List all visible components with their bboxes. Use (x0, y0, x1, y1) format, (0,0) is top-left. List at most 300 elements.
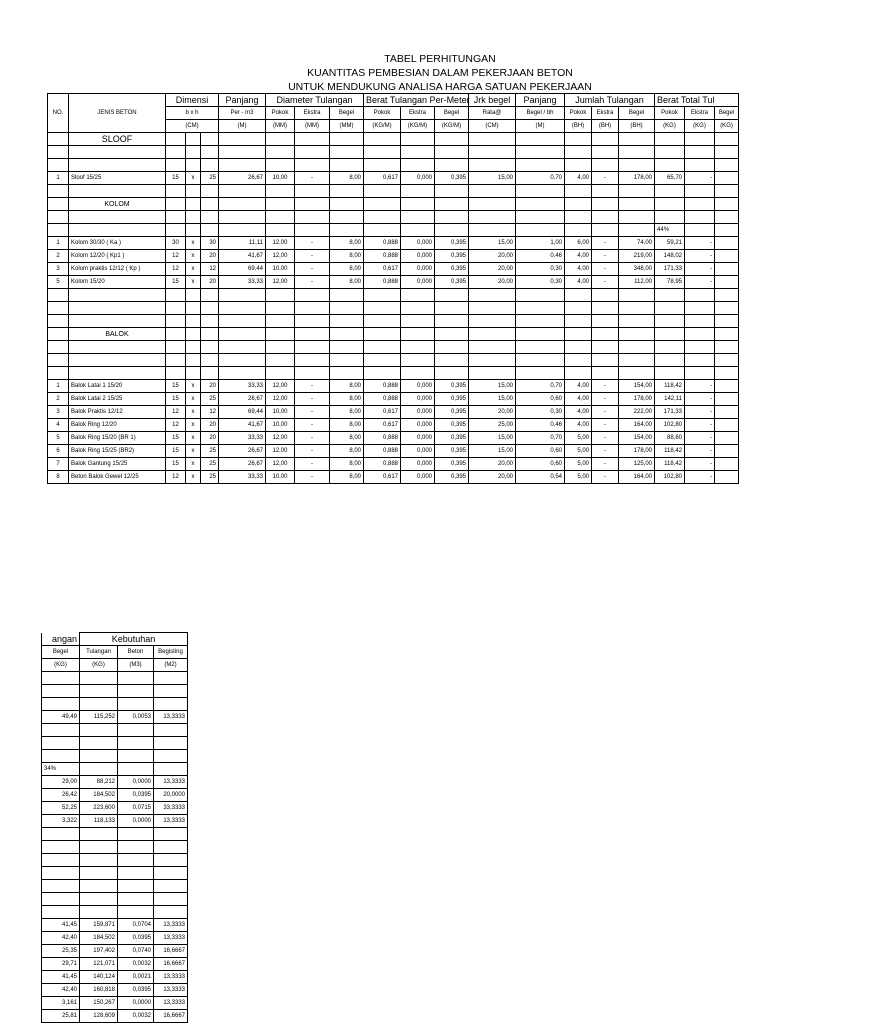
table-cell (201, 211, 219, 224)
table-cell (219, 146, 266, 159)
side-blank-row (42, 698, 188, 711)
side-cell-kg: 33,3333 (154, 802, 188, 815)
table-cell (201, 341, 219, 354)
table-cell-te: - (685, 237, 715, 250)
side-cell (80, 685, 118, 698)
table-cell (48, 341, 69, 354)
table-cell-jb: 164,00 (619, 471, 655, 484)
table-cell-pb: 0,30 (516, 406, 565, 419)
page-title-3: UNTUK MENDUKUNG ANALISA HARGA SATUAN PEKERJAAN (288, 81, 592, 93)
side-cell (42, 906, 80, 919)
table-cell (619, 211, 655, 224)
table-cell-b: 30 (166, 237, 186, 250)
side-cell-kg: 13,3333 (154, 997, 188, 1010)
table-cell-jb: 178,00 (619, 393, 655, 406)
table-cell (435, 289, 469, 302)
table-cell-jp: 5,00 (565, 471, 592, 484)
blank-row (48, 354, 739, 367)
side-unit-tulangan: (KG) (80, 659, 118, 672)
table-cell-dp: 12,00 (266, 237, 295, 250)
table-cell (685, 367, 715, 380)
side-head-left: angan (42, 633, 80, 646)
side-cell-kb: 0,0395 (118, 932, 154, 945)
table-cell (685, 341, 715, 354)
panjang2-sub: Begel / bh (516, 107, 565, 120)
table-cell-name: Balok Ring 15/25 (BR2) (69, 445, 166, 458)
side-cell (80, 841, 118, 854)
side-cell (118, 750, 154, 763)
table-cell (166, 367, 186, 380)
table-cell-h: 20 (201, 419, 219, 432)
table-row (48, 393, 739, 406)
table-cell (201, 328, 219, 341)
side-cell-kt: 128,609 (80, 1010, 118, 1023)
jml-begel: Begel (619, 107, 655, 120)
side-note-percent: 34% (42, 763, 80, 776)
table-cell (619, 328, 655, 341)
side-cell (80, 737, 118, 750)
table-cell (565, 146, 592, 159)
table-cell-tb (715, 471, 739, 484)
table-cell-db: 8,00 (330, 471, 364, 484)
side-cell-kb: 0,0395 (118, 789, 154, 802)
table-cell (565, 354, 592, 367)
table-cell (201, 289, 219, 302)
table-cell-tb (715, 406, 739, 419)
side-cell (154, 880, 188, 893)
table-cell-dp: 12,00 (266, 432, 295, 445)
side-blank-row (42, 906, 188, 919)
unit-dimensi: (CM) (166, 120, 219, 133)
table-cell (364, 159, 401, 172)
table-cell-x: x (186, 263, 201, 276)
unit-brt-pokok: (KG/M) (364, 120, 401, 133)
table-cell-jrk: 15,00 (469, 237, 516, 250)
unit-jml-begel: (BH) (619, 120, 655, 133)
table-cell-tp: 171,33 (655, 406, 685, 419)
table-cell-jb: 348,00 (619, 263, 655, 276)
table-cell (219, 198, 266, 211)
table-cell (516, 224, 565, 237)
table-cell-bb: 0,395 (435, 445, 469, 458)
side-table-row (42, 776, 188, 789)
table-cell (186, 211, 201, 224)
table-cell-jp: 4,00 (565, 263, 592, 276)
table-cell (435, 354, 469, 367)
side-cell (80, 698, 118, 711)
side-cell-kt: 223,600 (80, 802, 118, 815)
table-cell (266, 198, 295, 211)
table-cell-bp: 0,888 (364, 237, 401, 250)
table-cell-te: - (685, 471, 715, 484)
table-cell (469, 198, 516, 211)
table-cell-db: 8,00 (330, 458, 364, 471)
table-cell-name: Balok Latai 2 15/25 (69, 393, 166, 406)
table-cell-de: - (295, 237, 330, 250)
table-cell (330, 159, 364, 172)
table-cell (469, 302, 516, 315)
tot-ekstra: Ekstra (685, 107, 715, 120)
side-cell-tb: 42,40 (42, 932, 80, 945)
table-cell (401, 367, 435, 380)
table-cell (655, 367, 685, 380)
table-cell (219, 315, 266, 328)
table-cell (364, 198, 401, 211)
table-cell-je: - (592, 432, 619, 445)
table-cell (715, 367, 739, 380)
table-cell (69, 146, 166, 159)
table-cell-b: 15 (166, 380, 186, 393)
dimensi-sub: b x h (166, 107, 219, 120)
side-cell (42, 828, 80, 841)
table-cell (592, 185, 619, 198)
table-cell (186, 354, 201, 367)
unit-panjang2: (M) (516, 120, 565, 133)
table-cell-p: 69,44 (219, 263, 266, 276)
brt-pokok: Pokok (364, 107, 401, 120)
table-cell (565, 289, 592, 302)
table-cell-te: - (685, 276, 715, 289)
table-cell-je: - (592, 445, 619, 458)
table-cell (166, 133, 186, 146)
table-cell-name: Balok Latai 1 15/20 (69, 380, 166, 393)
side-unit-bekisting: (M2) (154, 659, 188, 672)
side-cell (154, 685, 188, 698)
unit-brt-ekstra: (KG/M) (401, 120, 435, 133)
table-cell-jrk: 20,00 (469, 276, 516, 289)
table-cell (565, 328, 592, 341)
side-cell-tb: 42,40 (42, 984, 80, 997)
table-cell (330, 133, 364, 146)
table-cell (364, 354, 401, 367)
side-cell (154, 854, 188, 867)
table-cell (516, 367, 565, 380)
table-cell (166, 159, 186, 172)
unit-jrk: (CM) (469, 120, 516, 133)
table-cell-dp: 10,00 (266, 419, 295, 432)
table-cell-tp: 142,11 (655, 393, 685, 406)
table-cell (435, 146, 469, 159)
table-cell-x: x (186, 471, 201, 484)
table-cell (166, 328, 186, 341)
table-cell-dp: 12,00 (266, 380, 295, 393)
table-cell-x: x (186, 445, 201, 458)
table-cell-p: 26,67 (219, 393, 266, 406)
table-cell-bb: 0,395 (435, 276, 469, 289)
side-table-row (42, 958, 188, 971)
table-cell-tp: 102,80 (655, 471, 685, 484)
table-cell (685, 289, 715, 302)
table-cell-jrk: 15,00 (469, 432, 516, 445)
table-cell-b: 12 (166, 250, 186, 263)
table-cell (619, 159, 655, 172)
table-cell-tp: 171,33 (655, 263, 685, 276)
table-cell (295, 211, 330, 224)
table-cell (469, 289, 516, 302)
table-cell-tb (715, 458, 739, 471)
table-cell-b: 12 (166, 419, 186, 432)
col-no: NO. (48, 94, 69, 133)
table-cell-pb: 0,60 (516, 445, 565, 458)
table-cell-je: - (592, 406, 619, 419)
section-row (48, 328, 739, 341)
side-cell-tb: 26,42 (42, 789, 80, 802)
panjang-sub: Per - m3 (219, 107, 266, 120)
side-cell (42, 698, 80, 711)
table-cell (715, 315, 739, 328)
table-cell-h: 20 (201, 276, 219, 289)
side-blank-row (42, 685, 188, 698)
table-cell (330, 354, 364, 367)
table-cell-jrk: 15,00 (469, 445, 516, 458)
table-cell (48, 367, 69, 380)
table-cell (48, 315, 69, 328)
side-cell-kt: 150,267 (80, 997, 118, 1010)
table-cell (69, 341, 166, 354)
table-cell-tp: 118,42 (655, 380, 685, 393)
table-cell-p: 26,67 (219, 458, 266, 471)
table-cell (219, 211, 266, 224)
table-cell-tb (715, 172, 739, 185)
table-cell (715, 354, 739, 367)
table-cell-no: 6 (48, 445, 69, 458)
side-cell (118, 867, 154, 880)
table-cell-jrk: 15,00 (469, 172, 516, 185)
table-cell (364, 185, 401, 198)
table-cell-dp: 10,00 (266, 172, 295, 185)
col-jenis: JENIS BETON (69, 94, 166, 133)
side-cell-kg: 13,3333 (154, 971, 188, 984)
unit-tot-begel: (KG) (715, 120, 739, 133)
table-cell-b: 12 (166, 471, 186, 484)
table-cell (295, 198, 330, 211)
table-cell (186, 367, 201, 380)
table-cell (266, 185, 295, 198)
table-cell (219, 354, 266, 367)
side-cell-kg: 13,3333 (154, 776, 188, 789)
table-cell-de: - (295, 445, 330, 458)
table-cell (201, 354, 219, 367)
table-cell-no: 8 (48, 471, 69, 484)
table-cell-tp: 102,80 (655, 419, 685, 432)
blank-row (48, 224, 739, 237)
table-cell (266, 354, 295, 367)
side-table-row (42, 711, 188, 724)
table-cell (295, 354, 330, 367)
table-cell-jp: 4,00 (565, 276, 592, 289)
side-unit-begel: (KG) (42, 659, 80, 672)
side-cell (118, 828, 154, 841)
table-cell-name: Kolom praktis 12/12 ( Kp ) (69, 263, 166, 276)
table-cell-te: - (685, 406, 715, 419)
col-dimensi: Dimensi (166, 94, 219, 107)
table-cell (469, 185, 516, 198)
table-cell (295, 185, 330, 198)
table-cell (469, 159, 516, 172)
table-cell (619, 224, 655, 237)
table-cell (201, 198, 219, 211)
table-cell (330, 289, 364, 302)
table-cell-be: 0,000 (401, 471, 435, 484)
side-cell (154, 672, 188, 685)
side-cell-tb: 25,35 (42, 945, 80, 958)
table-cell (619, 198, 655, 211)
table-cell-no: 5 (48, 276, 69, 289)
side-table-row (42, 971, 188, 984)
side-cell (118, 906, 154, 919)
unit-jml-pokok: (BH) (565, 120, 592, 133)
table-cell-te: - (685, 393, 715, 406)
table-cell-h: 20 (201, 432, 219, 445)
table-cell (619, 289, 655, 302)
col-panjang2: Panjang (516, 94, 565, 107)
table-cell-jrk: 20,00 (469, 458, 516, 471)
table-cell-je: - (592, 237, 619, 250)
table-cell (516, 198, 565, 211)
side-cell-kb: 0,0704 (118, 919, 154, 932)
table-cell-db: 8,00 (330, 263, 364, 276)
table-cell (186, 198, 201, 211)
table-cell-bb: 0,395 (435, 237, 469, 250)
side-cell (118, 698, 154, 711)
side-cell (42, 841, 80, 854)
table-cell (48, 224, 69, 237)
table-cell-no: 1 (48, 380, 69, 393)
side-table-row (42, 984, 188, 997)
side-cell-tb: 52,25 (42, 802, 80, 815)
side-cell (154, 841, 188, 854)
table-cell (186, 302, 201, 315)
table-cell-bp: 0,888 (364, 458, 401, 471)
side-cell (118, 763, 154, 776)
table-cell (715, 302, 739, 315)
table-cell (48, 289, 69, 302)
table-cell-tp: 148,02 (655, 250, 685, 263)
table-cell-de: - (295, 263, 330, 276)
table-cell (295, 315, 330, 328)
table-cell-db: 8,00 (330, 380, 364, 393)
side-blank-row (42, 737, 188, 750)
side-cell (42, 737, 80, 750)
dia-pokok: Pokok (266, 107, 295, 120)
side-cell (80, 828, 118, 841)
table-cell (364, 367, 401, 380)
table-cell-p: 41,67 (219, 419, 266, 432)
side-cell-kg: 13,3333 (154, 984, 188, 997)
side-cell-kt: 88,212 (80, 776, 118, 789)
table-row (48, 419, 739, 432)
dia-begel: Begel (330, 107, 364, 120)
table-cell (435, 341, 469, 354)
dia-ekstra: Ekstra (295, 107, 330, 120)
table-cell (401, 302, 435, 315)
table-cell (219, 289, 266, 302)
table-row (48, 250, 739, 263)
table-cell-tb (715, 393, 739, 406)
table-cell (166, 289, 186, 302)
table-cell-de: - (295, 458, 330, 471)
table-cell-x: x (186, 380, 201, 393)
table-cell-db: 8,00 (330, 237, 364, 250)
table-cell-jb: 164,00 (619, 419, 655, 432)
side-cell (80, 750, 118, 763)
table-cell-be: 0,000 (401, 445, 435, 458)
table-cell-tb (715, 419, 739, 432)
page-title-1: TABEL PERHITUNGAN (384, 53, 496, 65)
side-cell (42, 867, 80, 880)
side-blank-row (42, 750, 188, 763)
table-cell-de: - (295, 172, 330, 185)
table-cell (295, 133, 330, 146)
side-cell (118, 880, 154, 893)
table-cell (295, 159, 330, 172)
side-cell (42, 893, 80, 906)
side-cell (42, 750, 80, 763)
table-cell-dp: 12,00 (266, 393, 295, 406)
unit-dia-ekstra: (MM) (295, 120, 330, 133)
table-cell (619, 341, 655, 354)
table-cell-name: Kolom 12/20 ( Kp1 ) (69, 250, 166, 263)
table-cell-jb: 112,00 (619, 276, 655, 289)
table-cell-b: 12 (166, 406, 186, 419)
table-cell (266, 289, 295, 302)
table-cell-dp: 10,00 (266, 406, 295, 419)
table-cell (469, 211, 516, 224)
table-cell (715, 198, 739, 211)
side-cell-kb: 0,0021 (118, 971, 154, 984)
table-cell (295, 289, 330, 302)
side-cell (118, 724, 154, 737)
table-cell (219, 302, 266, 315)
table-cell (166, 315, 186, 328)
table-cell-je: - (592, 263, 619, 276)
table-cell-jp: 4,00 (565, 250, 592, 263)
side-cell (154, 750, 188, 763)
table-cell-tp: 78,95 (655, 276, 685, 289)
side-cell-tb: 3,161 (42, 997, 80, 1010)
table-cell-no: 1 (48, 172, 69, 185)
side-table-row (42, 997, 188, 1010)
blank-row (48, 146, 739, 159)
table-cell-bb: 0,395 (435, 250, 469, 263)
table-cell-x: x (186, 458, 201, 471)
table-cell (401, 289, 435, 302)
table-cell (592, 315, 619, 328)
table-cell-db: 8,00 (330, 406, 364, 419)
side-cell (80, 880, 118, 893)
page-title-2: KUANTITAS PEMBESIAN DALAM PEKERJAAN BETON (307, 67, 573, 79)
table-cell (219, 367, 266, 380)
table-cell (295, 341, 330, 354)
table-cell-bp: 0,617 (364, 419, 401, 432)
table-cell (655, 354, 685, 367)
table-cell-pb: 0,60 (516, 458, 565, 471)
table-cell-no: 2 (48, 250, 69, 263)
table-cell (295, 302, 330, 315)
table-cell (69, 315, 166, 328)
table-cell-jp: 4,00 (565, 393, 592, 406)
header-row-1 (48, 94, 739, 107)
table-cell (266, 146, 295, 159)
side-cell (80, 893, 118, 906)
table-cell-dp: 10,00 (266, 471, 295, 484)
blank-row (48, 211, 739, 224)
table-cell-db: 8,00 (330, 445, 364, 458)
table-cell (201, 133, 219, 146)
table-cell-je: - (592, 380, 619, 393)
table-cell-jp: 6,00 (565, 237, 592, 250)
side-table-row (42, 919, 188, 932)
